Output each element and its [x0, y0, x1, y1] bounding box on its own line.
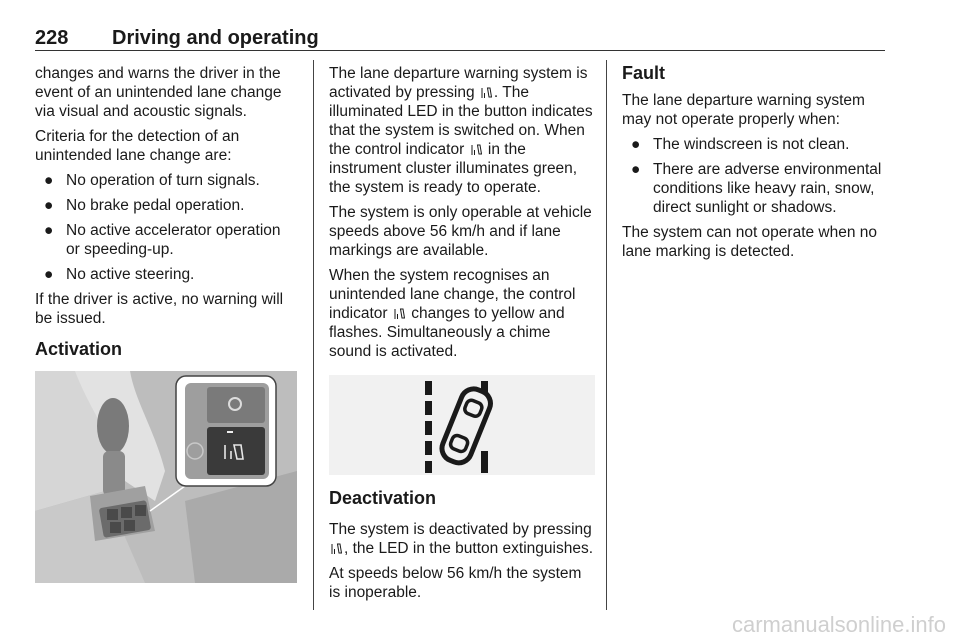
note-paragraph: If the driver is active, no warning will be issued. [35, 291, 284, 327]
criteria-paragraph: Criteria for the detection of an unintended lane change are: [35, 128, 240, 164]
watermark: carmanualsonline.info [731, 612, 946, 637]
activation-paragraph: The lane departure warning system is activated by pressing . The illuminated LED in the button indicates that the system is switched on. When the control indicator in the instrument cluster illuminates green, the system is ready to operate. [329, 65, 593, 196]
fault-list [622, 135, 887, 217]
lane-departure-icon [394, 307, 405, 320]
list-item: ● No operation of turn signals. [44, 172, 260, 189]
lane-departure-symbol [329, 375, 595, 475]
intro-paragraph: changes and warns the driver in the event of an unintended lane change via visual and acoustic signals. [35, 65, 282, 120]
column-1 [35, 64, 297, 583]
inoperable-paragraph: At speeds below 56 km/h the system is inoperable. [329, 565, 582, 601]
page-header [35, 27, 885, 51]
bullet: ● [631, 136, 641, 153]
lane-departure-icon [331, 542, 342, 555]
deactivation-heading: Deactivation [329, 488, 437, 508]
column-2 [329, 64, 595, 608]
list-item: ● The windscreen is not clean. [631, 136, 850, 153]
fault-heading: Fault [622, 63, 665, 83]
speed-paragraph: The system is only operable at vehicle speeds above 56 km/h and if lane markings are available. [329, 204, 592, 259]
bullet: ● [44, 172, 54, 189]
bullet: ● [44, 197, 54, 214]
deactivation-paragraph: The system is deactivated by pressing , the LED in the button extinguishes. [329, 521, 594, 557]
column-3 [622, 64, 887, 267]
activation-heading: Activation [35, 339, 123, 359]
column-divider-2 [606, 60, 607, 610]
bullet: ● [44, 266, 54, 283]
lane-departure-icon [481, 86, 492, 99]
list-item: ● There are adverse environmental conditions like heavy rain, snow, direct sunlight or shadows. [631, 161, 882, 216]
warning-paragraph: When the system recognises an unintended lane change, the control indicator changes to yellow and flashes. Simultaneously a chime sound is activated. [329, 267, 576, 360]
lane-departure-icon [471, 143, 482, 156]
list-item: ● No brake pedal operation. [44, 197, 245, 214]
bullet: ● [44, 222, 54, 239]
no-marking-paragraph: The system can not operate when no lane marking is detected. [622, 224, 878, 260]
fault-paragraph: The lane departure warning system may not operate properly when: [622, 92, 865, 128]
list-item: ● No active accelerator operation or speeding-up. [44, 222, 281, 258]
criteria-list [35, 171, 297, 284]
bullet: ● [631, 161, 641, 178]
page-title: Driving and operating [112, 27, 319, 49]
center-console-illustration [35, 371, 297, 583]
header-rule [35, 50, 885, 51]
column-divider-1 [313, 60, 314, 610]
list-item: ● No active steering. [44, 266, 195, 283]
page-number: 228 [35, 27, 69, 49]
